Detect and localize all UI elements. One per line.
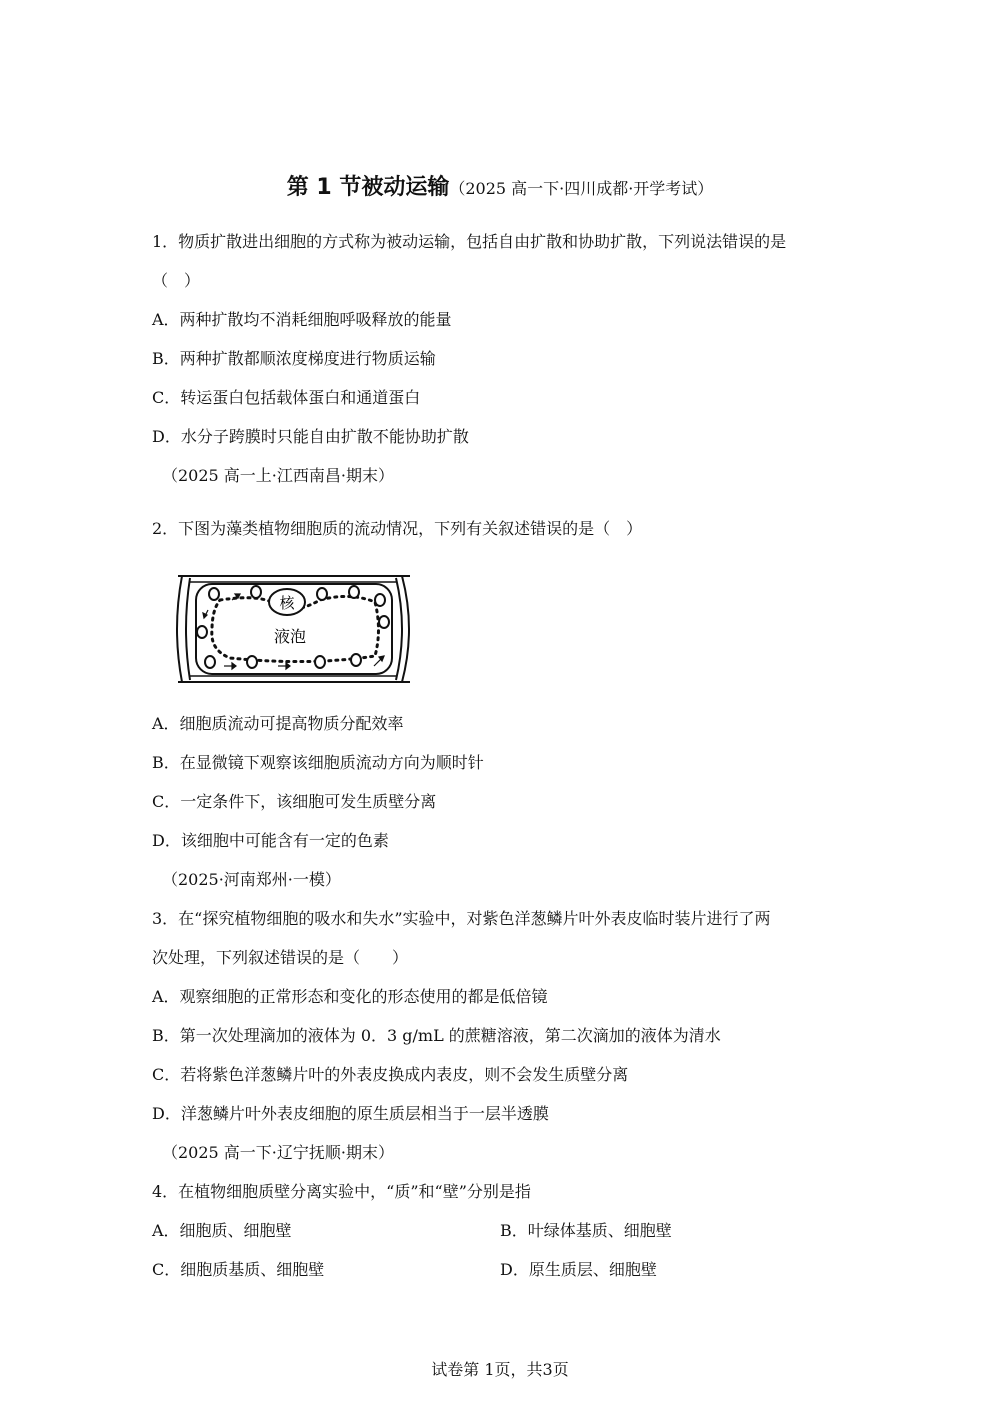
nucleus-label: 核 <box>279 594 295 612</box>
q2-option-a: A．细胞质流动可提高物质分配效率 <box>152 714 404 733</box>
right-wall-outer <box>402 576 409 682</box>
q3-stem-line-2: 次处理，下列叙述错误的是（ ） <box>152 948 409 967</box>
q1-option-a: A．两种扩散均不消耗细胞呼吸释放的能量 <box>152 310 452 329</box>
chloroplast <box>349 586 359 598</box>
q3-option-b: B．第一次处理滴加的液体为 0．3 g/mL 的蔗糖溶液，第二次滴加的液体为清水 <box>152 1026 721 1045</box>
q4-option-a: A．细胞质、细胞壁 <box>152 1221 292 1240</box>
left-wall-outer <box>177 576 182 682</box>
q4-option-c: C．细胞质基质、细胞壁 <box>152 1260 325 1279</box>
q3-stem-line-1: 3．在“探究植物细胞的吸水和失水”实验中，对紫色洋葱鳞片叶外表皮临时装片进行了两 <box>152 909 771 928</box>
cell-cytoplasm-flow-diagram <box>170 570 418 688</box>
q1-option-b: B．两种扩散都顺浓度梯度进行物质运输 <box>152 349 436 368</box>
chloroplast <box>379 616 389 628</box>
page-footer: 试卷第 1页，共3页 <box>431 1360 569 1379</box>
q2-option-c: C．一定条件下，该细胞可发生质壁分离 <box>152 792 437 811</box>
q3-option-a: A．观察细胞的正常形态和变化的形态使用的都是低倍镜 <box>152 987 548 1006</box>
q4-option-b: B．叶绿体基质、细胞壁 <box>500 1221 672 1240</box>
page-title <box>0 170 1000 201</box>
right-wall-inner <box>396 578 402 680</box>
q2-source: （2025 高一上·江西南昌·期末） <box>162 466 394 485</box>
q1-stem-line-2: （ ） <box>152 271 201 290</box>
q4-stem-line-1: 4．在植物细胞质壁分离实验中，“质”和“壁”分别是指 <box>152 1182 531 1201</box>
q4-source: （2025 高一下·辽宁抚顺·期末） <box>162 1143 394 1162</box>
q2-option-d: D．该细胞中可能含有一定的色素 <box>152 831 389 850</box>
q3-source: （2025·河南郑州·一模） <box>162 870 341 889</box>
chloroplast <box>251 586 261 598</box>
chloroplast <box>209 588 219 600</box>
flow-arrow-head <box>232 663 236 669</box>
q3-option-c: C．若将紫色洋葱鳞片叶的外表皮换成内表皮，则不会发生质壁分离 <box>152 1065 629 1084</box>
q2-option-b: B．在显微镜下观察该细胞质流动方向为顺时针 <box>152 753 484 772</box>
chloroplast <box>317 588 327 600</box>
flow-arrow-head <box>286 663 290 669</box>
chloroplast <box>205 656 215 668</box>
q1-option-d: D．水分子跨膜时只能自由扩散不能协助扩散 <box>152 427 469 446</box>
q3-option-d: D．洋葱鳞片叶外表皮细胞的原生质层相当于一层半透膜 <box>152 1104 549 1123</box>
chloroplast <box>351 654 361 666</box>
q1-option-c: C．转运蛋白包括载体蛋白和通道蛋白 <box>152 388 421 407</box>
chloroplast <box>315 656 325 668</box>
section-title: 第 1 节被动运输 <box>286 175 450 200</box>
q1-stem-line-1: 1．物质扩散进出细胞的方式称为被动运输，包括自由扩散和协助扩散，下列说法错误的是 <box>152 232 787 251</box>
q2-stem-line-1: 2．下图为藻类植物细胞质的流动情况，下列有关叙述错误的是（ ） <box>152 519 643 538</box>
vacuole-label: 液泡 <box>273 627 307 646</box>
chloroplast <box>247 656 257 668</box>
title-source: （2025 高一下·四川成都·开学考试） <box>449 179 714 198</box>
chloroplast <box>375 594 385 606</box>
q4-option-d: D．原生质层、细胞壁 <box>500 1260 657 1279</box>
chloroplast <box>197 626 207 638</box>
left-wall-inner <box>186 578 190 680</box>
